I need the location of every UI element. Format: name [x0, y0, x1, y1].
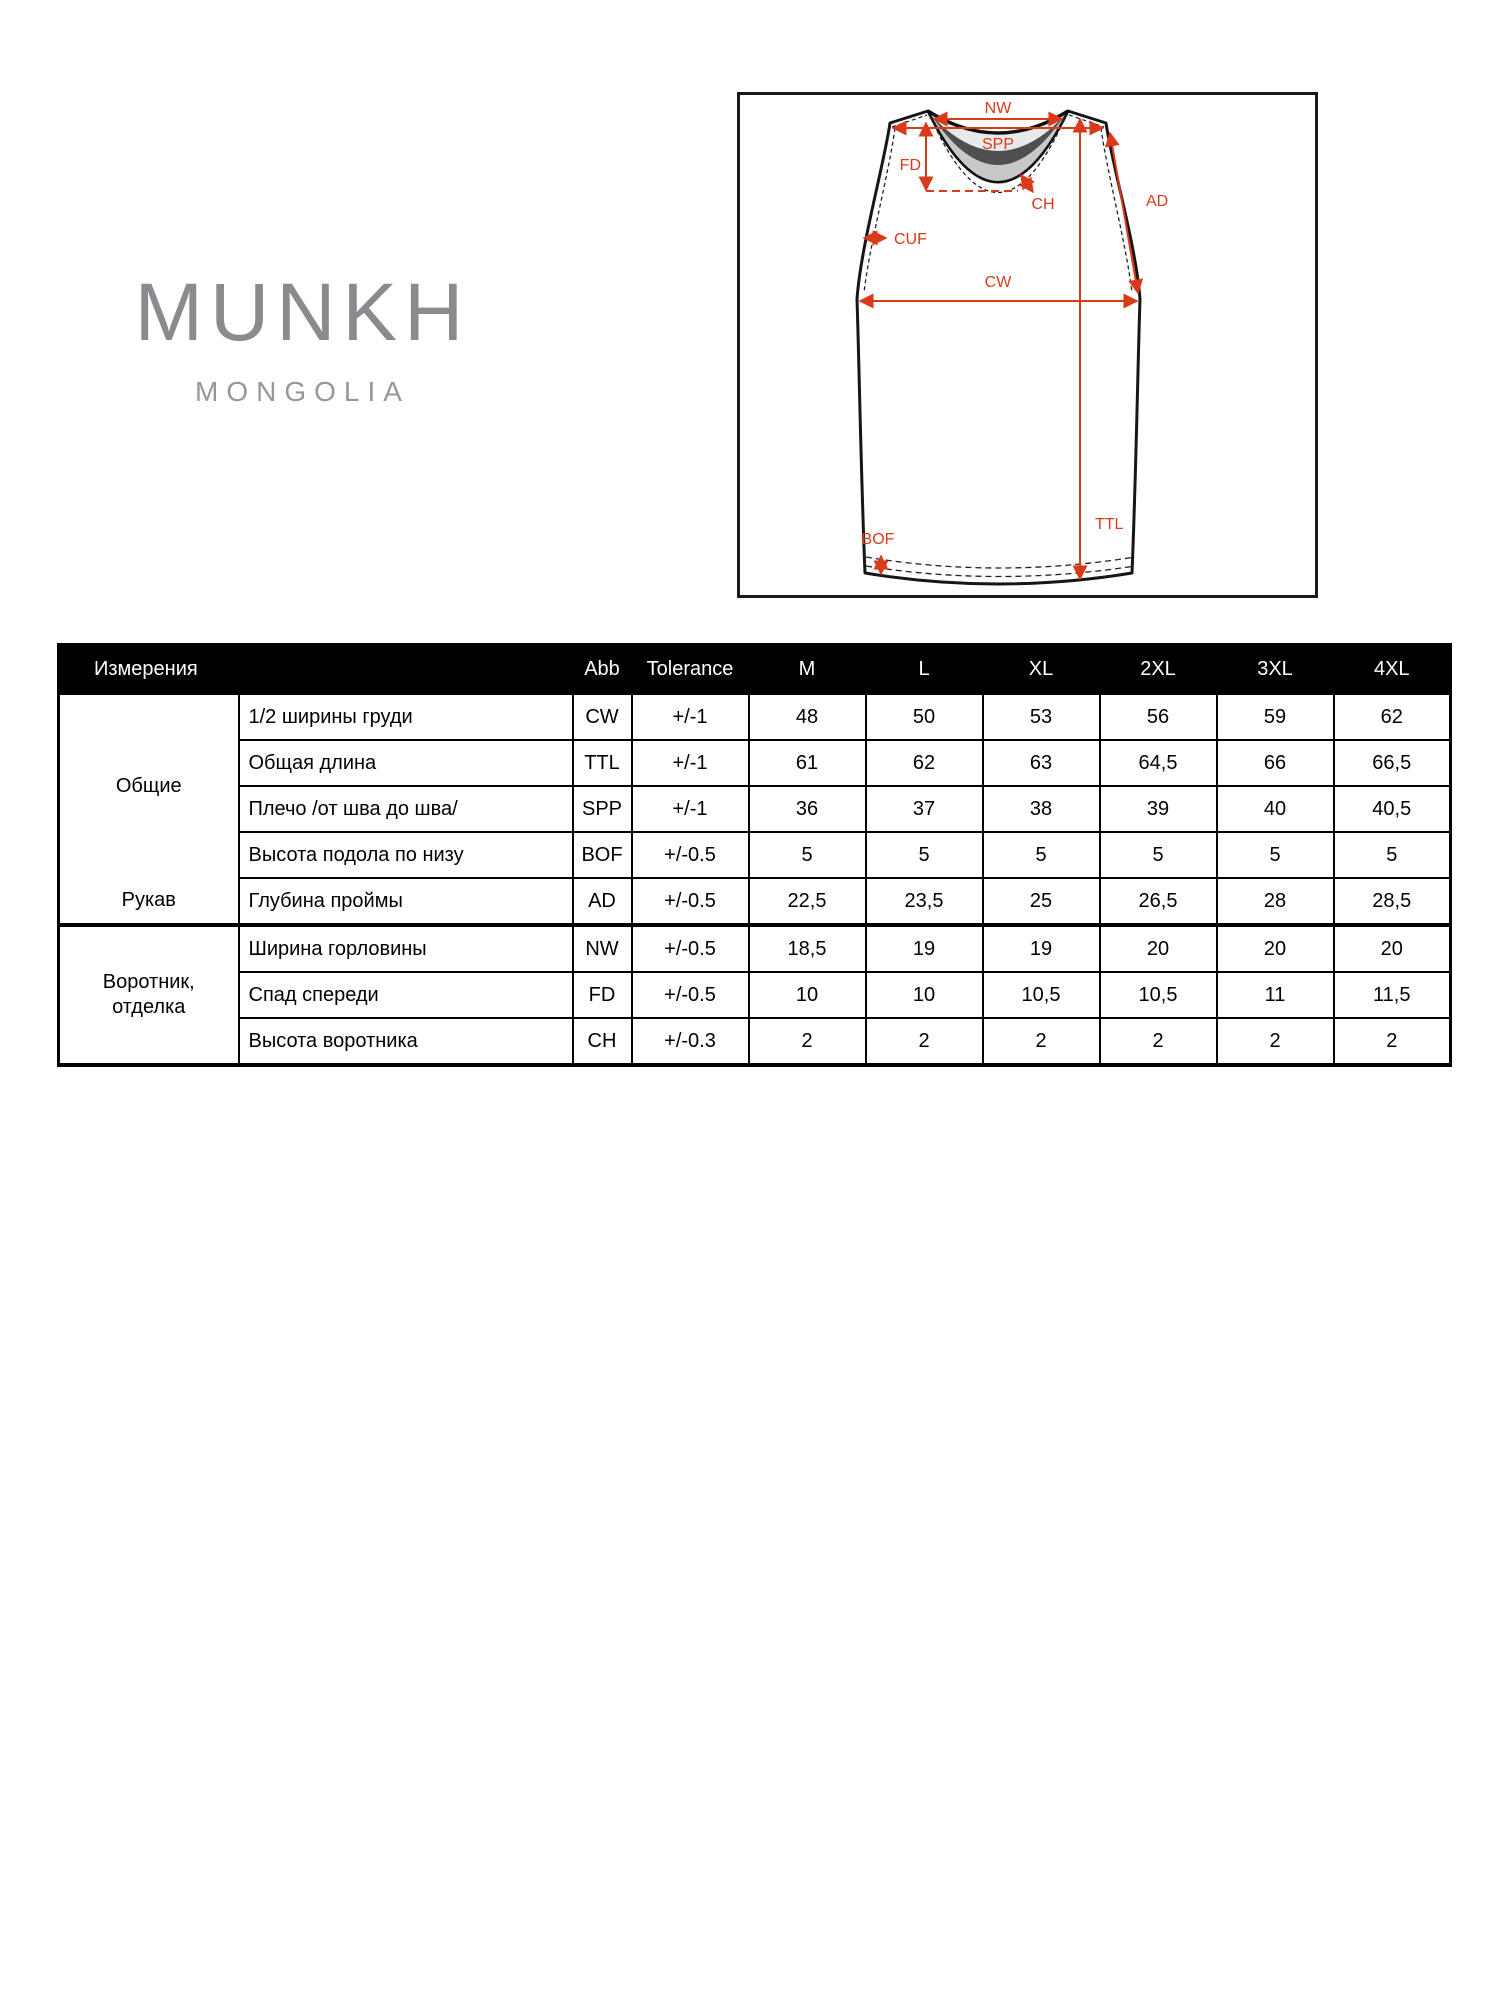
size-table: [57, 643, 1452, 1067]
row-value: 50: [866, 694, 983, 740]
row-value: 26,5: [1100, 878, 1217, 925]
row-value: 10,5: [1100, 972, 1217, 1018]
header-size-4xl: 4XL: [1334, 645, 1451, 695]
row-name: Высота воротника: [239, 1018, 573, 1065]
header-measurements: Измерения: [59, 645, 573, 695]
row-value: 19: [866, 925, 983, 972]
row-value: 66,5: [1334, 740, 1451, 786]
table-row: [59, 832, 1451, 878]
bof-label: BOF: [861, 531, 895, 548]
row-name: Спад спереди: [239, 972, 573, 1018]
row-value: 28,5: [1334, 878, 1451, 925]
row-value: 38: [983, 786, 1100, 832]
row-value: 5: [1100, 832, 1217, 878]
header-size-3xl: 3XL: [1217, 645, 1334, 695]
row-value: 63: [983, 740, 1100, 786]
table-row: [59, 740, 1451, 786]
spp-label: SPP: [981, 136, 1015, 153]
row-value: 18,5: [749, 925, 866, 972]
row-value: 10: [749, 972, 866, 1018]
row-value: 2: [1334, 1018, 1451, 1065]
row-value: 66: [1217, 740, 1334, 786]
row-value: 23,5: [866, 878, 983, 925]
row-value: 56: [1100, 694, 1217, 740]
row-value: 5: [983, 832, 1100, 878]
row-value: 5: [749, 832, 866, 878]
cuf-label: CUF: [894, 231, 927, 248]
header-size-2xl: 2XL: [1100, 645, 1217, 695]
row-value: 10: [866, 972, 983, 1018]
brand-subtitle: MONGOLIA: [195, 376, 410, 407]
row-tolerance: +/-0.5: [632, 925, 749, 972]
row-value: 39: [1100, 786, 1217, 832]
row-value: 11: [1217, 972, 1334, 1018]
group-label-general: Общие: [115, 774, 182, 797]
row-value: 62: [1334, 694, 1451, 740]
row-tolerance: +/-0.5: [632, 878, 749, 925]
row-name: Плечо /от шва до шва/: [239, 786, 573, 832]
table-row: [59, 1018, 1451, 1065]
row-value: 36: [749, 786, 866, 832]
table-header-row: [59, 645, 1451, 695]
header-tolerance: Tolerance: [632, 645, 749, 695]
ch-label: CH: [1031, 196, 1055, 213]
row-tolerance: +/-1: [632, 786, 749, 832]
row-abb: FD: [573, 972, 632, 1018]
row-tolerance: +/-0.5: [632, 972, 749, 1018]
header-abb: Abb: [573, 645, 632, 695]
row-value: 5: [1334, 832, 1451, 878]
row-tolerance: +/-1: [632, 694, 749, 740]
row-abb: BOF: [573, 832, 632, 878]
row-abb: CW: [573, 694, 632, 740]
table-row: [59, 786, 1451, 832]
table-row: [59, 925, 1451, 972]
row-value: 19: [983, 925, 1100, 972]
fd-label: FD: [899, 157, 921, 174]
row-tolerance: +/-0.3: [632, 1018, 749, 1065]
row-tolerance: +/-1: [632, 740, 749, 786]
row-name: Глубина проймы: [239, 878, 573, 925]
row-abb: AD: [573, 878, 632, 925]
row-name: Общая длина: [239, 740, 573, 786]
header-size-xl: XL: [983, 645, 1100, 695]
row-value: 20: [1100, 925, 1217, 972]
garment-diagram-box: [737, 92, 1318, 598]
cw-label: CW: [984, 274, 1012, 291]
row-value: 62: [866, 740, 983, 786]
row-value: 2: [866, 1018, 983, 1065]
row-value: 64,5: [1100, 740, 1217, 786]
row-value: 2: [1100, 1018, 1217, 1065]
row-value: 37: [866, 786, 983, 832]
header-size-m: M: [749, 645, 866, 695]
ttl-label: TTL: [1095, 516, 1124, 533]
row-abb: SPP: [573, 786, 632, 832]
row-name: 1/2 ширины груди: [239, 694, 573, 740]
row-abb: NW: [573, 925, 632, 972]
brand-name: MUNKH: [134, 267, 471, 358]
row-abb: TTL: [573, 740, 632, 786]
row-value: 40: [1217, 786, 1334, 832]
row-value: 2: [749, 1018, 866, 1065]
group-cell-general-sleeve: [59, 694, 239, 925]
group-label-sleeve: Рукав: [121, 888, 176, 911]
table-row: [59, 878, 1451, 925]
row-value: 2: [983, 1018, 1100, 1065]
row-name: Ширина горловины: [239, 925, 573, 972]
row-tolerance: +/-0.5: [632, 832, 749, 878]
row-value: 5: [1217, 832, 1334, 878]
row-value: 2: [1217, 1018, 1334, 1065]
table-row: [59, 694, 1451, 740]
row-value: 20: [1334, 925, 1451, 972]
row-value: 11,5: [1334, 972, 1451, 1018]
row-name: Высота подола по низу: [239, 832, 573, 878]
row-value: 48: [749, 694, 866, 740]
row-value: 10,5: [983, 972, 1100, 1018]
row-value: 20: [1217, 925, 1334, 972]
tank-top-diagram: [740, 95, 1315, 595]
row-value: 61: [749, 740, 866, 786]
ad-label: AD: [1146, 193, 1169, 210]
nw-label: NW: [984, 100, 1012, 117]
row-value: 40,5: [1334, 786, 1451, 832]
row-value: 28: [1217, 878, 1334, 925]
group-label-collar: Воротник, отделка: [102, 971, 195, 1018]
row-value: 25: [983, 878, 1100, 925]
row-abb: CH: [573, 1018, 632, 1065]
row-value: 5: [866, 832, 983, 878]
brand-logo: [105, 267, 500, 408]
row-value: 53: [983, 694, 1100, 740]
row-value: 59: [1217, 694, 1334, 740]
row-value: 22,5: [749, 878, 866, 925]
group-cell-collar: [59, 925, 239, 1065]
header-size-l: L: [866, 645, 983, 695]
table-row: [59, 972, 1451, 1018]
